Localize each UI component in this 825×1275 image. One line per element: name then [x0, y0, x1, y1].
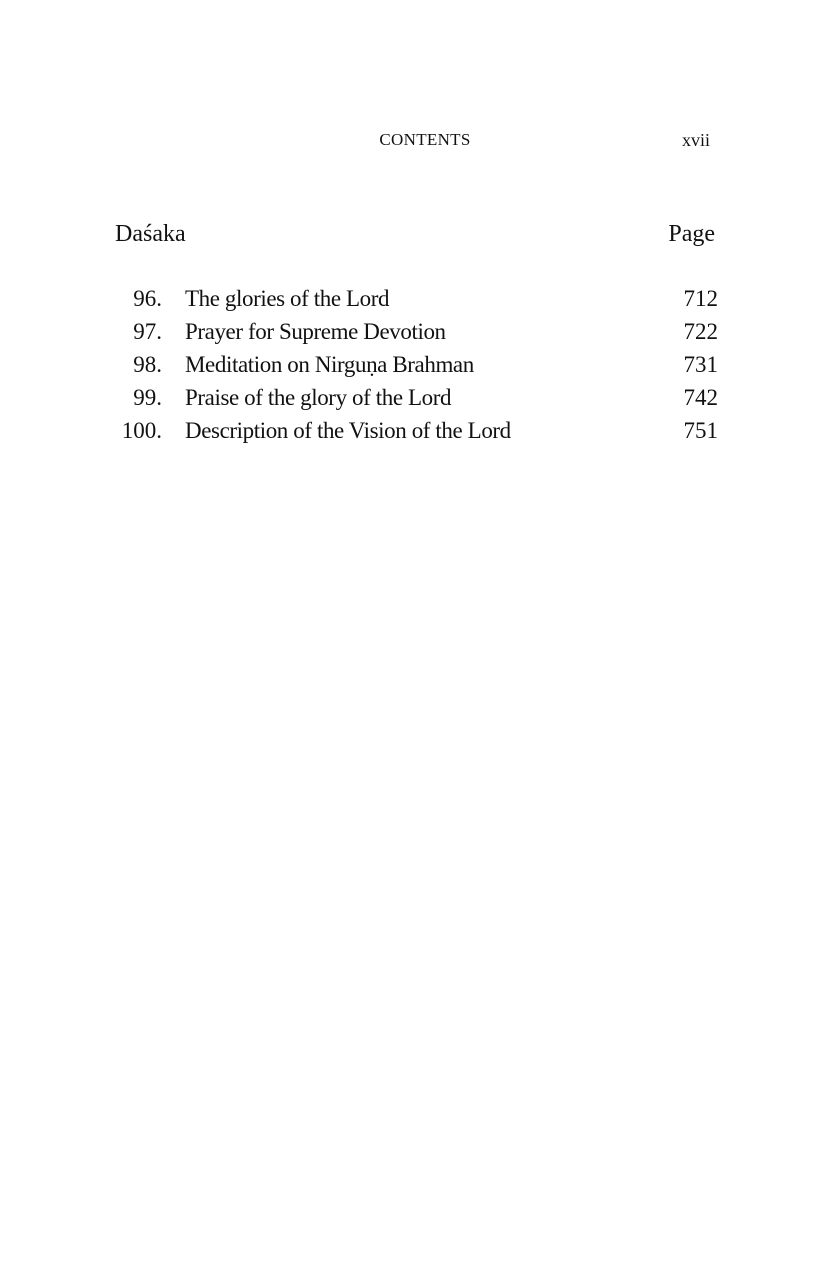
- toc-entry-96: [110, 282, 718, 315]
- toc-entry-97: [110, 315, 718, 348]
- toc-entry-number: 96.: [133, 286, 162, 311]
- toc-entry-title: Description of the Vision of the Lord: [185, 418, 511, 443]
- toc-entry-title: Meditation on Nirguṇa Brahman: [185, 352, 474, 377]
- toc-entry-page: 751: [683, 418, 718, 443]
- toc-entry-100: [110, 414, 718, 447]
- toc-entry-number: 97.: [133, 319, 162, 344]
- toc-entry-number: 99.: [133, 385, 162, 410]
- toc-entry-page: 722: [683, 319, 718, 344]
- toc-entry-title: Prayer for Supreme Devotion: [185, 319, 446, 344]
- toc-entry-page: 742: [683, 385, 718, 410]
- column-heading-dasaka: Daśaka: [115, 221, 186, 247]
- page-number: xvii: [681, 130, 710, 150]
- toc-entry-title: The glories of the Lord: [185, 286, 390, 311]
- toc-entry-number: 100.: [121, 418, 162, 443]
- column-headings: [115, 218, 715, 250]
- toc-entry-98: [110, 348, 718, 381]
- toc-list: [110, 282, 718, 447]
- toc-entry-title: Praise of the glory of the Lord: [185, 385, 452, 410]
- toc-entry-page: 712: [683, 286, 718, 311]
- running-title: CONTENTS: [379, 130, 471, 149]
- toc-entry-99: [110, 381, 718, 414]
- column-heading-page: Page: [668, 221, 715, 247]
- toc-entry-number: 98.: [133, 352, 162, 377]
- toc-entry-page: 731: [683, 352, 718, 377]
- running-head: [0, 128, 825, 152]
